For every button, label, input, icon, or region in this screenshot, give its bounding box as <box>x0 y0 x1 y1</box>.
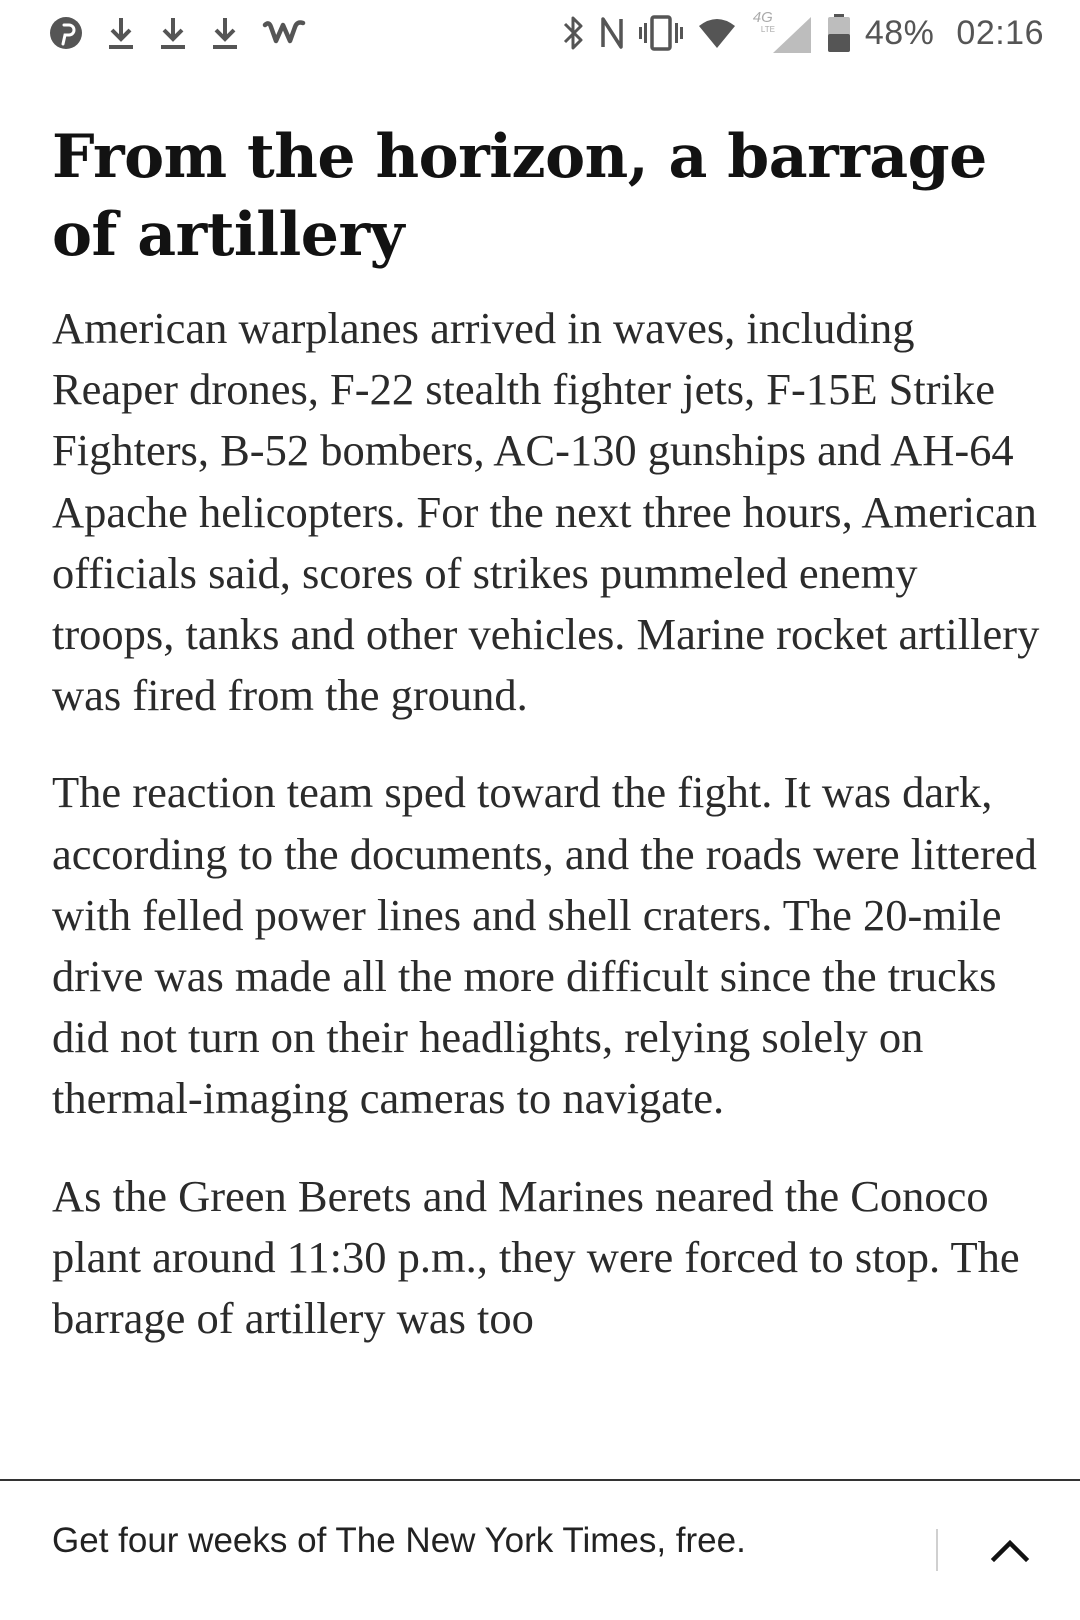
article-paragraph: The reaction team sped toward the fight. It was dark, according to the documents, and the roads were littered with felled power lines and shell craters. The 20-mile drive was made all the more difficult since the trucks did not turn on their headlights, relying solely on thermal-imaging cameras to navigate. <box>52 767 1037 1124</box>
status-bar <box>0 0 1080 66</box>
battery-icon <box>827 13 851 53</box>
download-icon <box>158 15 188 51</box>
wifi-icon <box>697 16 737 50</box>
article-paragraph: American warplanes arrived in waves, including Reaper drones, F-22 stealth fighter jets, F-15E Strike Fighters, B-52 bombers, AC-130 gunships and AH-64 Apache helicopters. For the next three hours, American officials said, scores of strikes pummeled enemy troops, tanks and other vehicles. Marine rocket artillery was fired from the ground. <box>52 303 1040 721</box>
download-icon <box>210 15 240 51</box>
article-paragraph: As the Green Berets and Marines neared the Conoco plant around 11:30 p.m., they were forced to stop. The barrage of artillery was too <box>52 1170 1020 1344</box>
bluetooth-icon <box>561 14 585 52</box>
banner-divider <box>936 1529 938 1571</box>
vibrate-icon <box>639 14 683 52</box>
expand-banner-button[interactable] <box>980 1525 1040 1575</box>
status-left-icons <box>48 15 328 51</box>
network-label: 4G <box>752 9 773 26</box>
battery-percentage: 48% <box>864 13 935 52</box>
promo-link[interactable]: Get four weeks of The New York Times, free. <box>52 1521 746 1560</box>
chevron-up-icon <box>990 1537 1030 1563</box>
network-sublabel: LTE <box>760 25 775 34</box>
w-app-icon <box>262 15 306 51</box>
subscription-banner <box>0 1479 1080 1620</box>
clock: 02:16 <box>956 13 1044 52</box>
status-right-icons <box>547 11 1044 55</box>
lte-signal-icon <box>751 11 813 55</box>
download-icon <box>106 15 136 51</box>
nfc-icon <box>599 15 625 51</box>
article-body <box>52 118 1042 1385</box>
pinterest-icon <box>48 15 84 51</box>
article-headline: From the horizon, a barrage of artillery <box>52 122 987 270</box>
